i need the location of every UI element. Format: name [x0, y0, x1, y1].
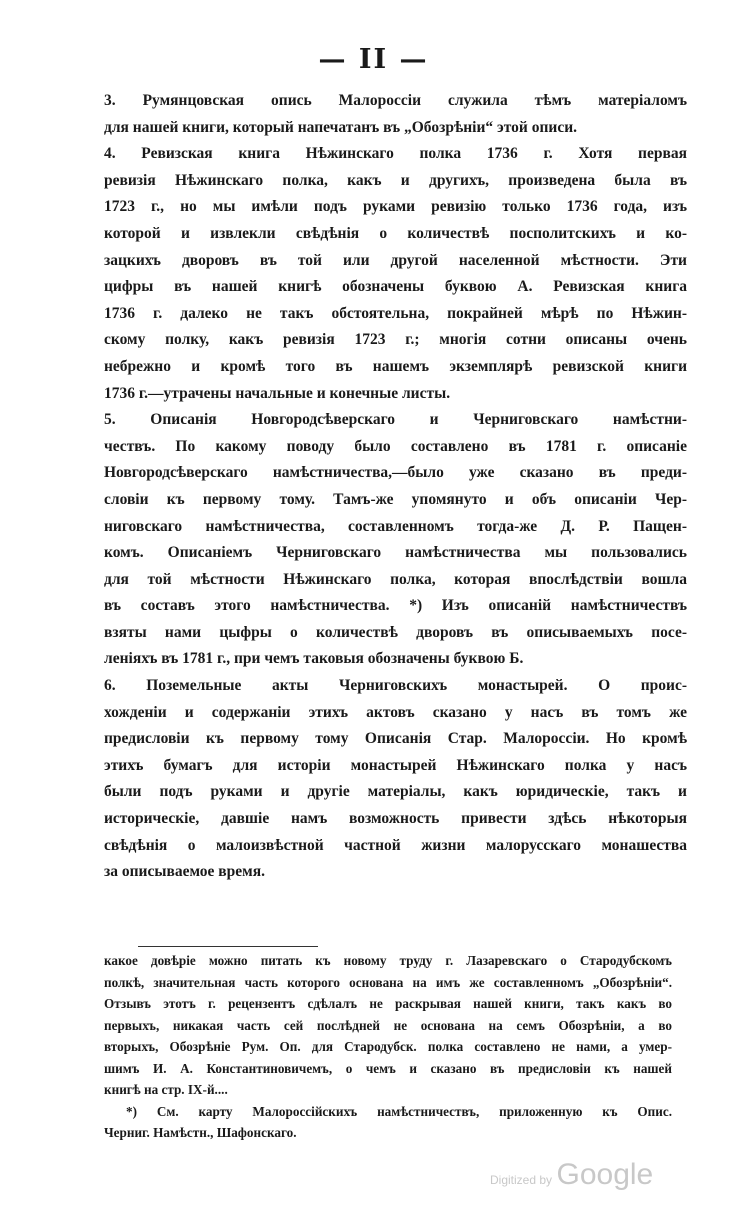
footnotes [104, 950, 672, 1144]
text-line: свѣдѣнія о малоизвѣстной частной жизни малорусскаго монашества [104, 836, 687, 854]
text-line: скому полку, какъ ревизія 1723 г.; многія сотни описаны очень [104, 331, 687, 349]
text-line: для нашей книги, который напечатанъ въ „Обозрѣніи“ этой описи. [104, 118, 578, 136]
paragraph-4 [104, 141, 687, 407]
text-line: взяты нами цыфры о количествѣ дворовъ въ описываемыхъ посе- [104, 623, 687, 641]
text-line: которой и извлекли свѣдѣнія о количествѣ посполитскихъ и ко- [104, 224, 687, 242]
text-line: хожденіи и содержаніи этихъ актовъ сказано у насъ въ томъ же [104, 703, 687, 721]
text-line: за описываемое время. [104, 863, 265, 881]
text-line: небрежно и кромѣ того въ нашемъ экземплярѣ ревизской книги [104, 357, 687, 375]
footnote-line: первыхъ, никакая часть сей послѣдней не основана на семъ Обозрѣніи, а во [104, 1017, 672, 1033]
paragraph-6 [104, 673, 687, 886]
text-line: 3. Румянцовская опись Малороссіи служила тѣмъ матеріаломъ [104, 92, 687, 109]
digitized-watermark [490, 1158, 653, 1192]
text-line: 6. Поземельные акты Черниговскихъ монастырей. О проис- [104, 677, 687, 695]
footnote-divider [138, 946, 318, 947]
footnote-line: *) См. карту Малороссійскихъ намѣстничествъ, приложенную къ Опис. [126, 1103, 672, 1119]
footnote-line: полкѣ, значительная часть которого основана на имъ же составленномъ „Обозрѣніи“. [104, 974, 672, 990]
footnote-star [104, 1101, 672, 1144]
watermark-prefix: Digitized by [490, 1173, 553, 1187]
text-line: въ составъ этого намѣстничества. *) Изъ описаній намѣстничествъ [104, 597, 687, 615]
page-number-header: — II — [318, 44, 429, 75]
text-line: цифры въ нашей книгѣ обозначены буквою А. Ревизская книга [104, 278, 687, 296]
text-line: этихъ бумагъ для исторіи монастырей Нѣжинскаго полка у насъ [104, 756, 687, 774]
paragraph-5 [104, 407, 687, 673]
text-line: Новгородсѣверскаго намѣстничества,—было уже сказано въ преди- [104, 464, 687, 482]
footnote-line: какое довѣріе можно питать къ новому труду г. Лазаревскаго о Стародубскомъ [104, 953, 672, 968]
text-line: ниговскаго намѣстничества, составленномъ тогда-же Д. Р. Пащен- [104, 517, 687, 535]
text-line: для той мѣстности Нѣжинскаго полка, которая впослѣдствіи вошла [104, 570, 687, 588]
footnote-continued [104, 950, 672, 1101]
text-line: 1723 г., но мы имѣли подъ руками ревизію только 1736 года, изъ [104, 198, 687, 216]
text-line: предисловіи къ первому тому Описанія Стар. Малороссіи. Но кромѣ [104, 730, 687, 748]
text-line: были подъ руками и другіе матеріалы, какъ юридическіе, такъ и [104, 783, 687, 801]
text-line: комъ. Описаніемъ Черниговскаго намѣстничества мы пользовались [104, 544, 687, 562]
footnote-line: шимъ И. А. Константиновичемъ, о чемъ и сказано въ предисловіи къ нашей [104, 1060, 672, 1076]
text-line: 1736 г. далеко не такъ обстоятельна, покрайней мѣрѣ по Нѣжин- [104, 304, 687, 322]
text-line: 1736 г.—утрачены начальные и конечные листы. [104, 384, 451, 402]
google-logo: Google [556, 1158, 654, 1191]
text-line: 4. Ревизская книга Нѣжинскаго полка 1736 г. Хотя первая [104, 145, 687, 163]
footnote-line: книгѣ на стр. IX-й.... [104, 1082, 228, 1097]
text-line: леніяхъ въ 1781 г., при чемъ таковыя обозначены буквою Б. [104, 650, 524, 668]
text-line: словіи къ первому тому. Тамъ-же упомянуто и объ описаніи Чер- [104, 490, 687, 508]
text-line: ревизія Нѣжинскаго полка, какъ и другихъ, произведена была въ [104, 171, 687, 189]
text-line: зацкихъ дворовъ въ той или другой населенной мѣстности. Эти [104, 251, 687, 269]
footnote-line: Отзывъ этотъ г. рецензентъ сдѣлалъ не раскрывая нашей книги, такъ какъ во [104, 996, 672, 1011]
text-line: 5. Описанія Новгородсѣверскаго и Черниговскаго намѣстни- [104, 411, 687, 429]
paragraph-3 [104, 88, 687, 141]
text-line: историческіе, давшіе намъ возможность привести здѣсь нѣкоторыя [104, 810, 687, 828]
text-line: чествъ. По какому поводу было составлено въ 1781 г. описаніе [104, 437, 687, 455]
footnote-line: вторыхъ, Обозрѣніе Рум. Оп. для Стародубск. полка составлено не нами, а умер- [104, 1039, 672, 1054]
footnote-line: Черниг. Намѣстн., Шафонскаго. [104, 1125, 297, 1140]
main-text [104, 88, 687, 886]
